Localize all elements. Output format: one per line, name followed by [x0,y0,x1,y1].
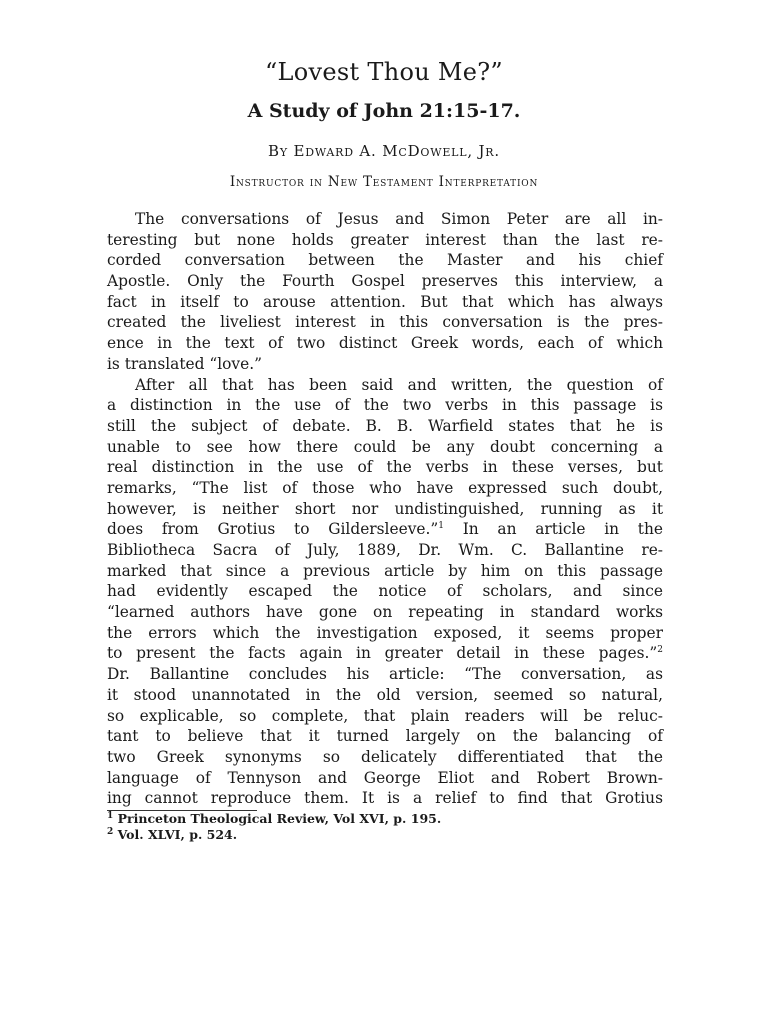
text-line: still the subject of debate. B. B. Warfield states that he is [107,416,663,435]
text-line: fact in itself to arouse attention. But that which has always [107,292,663,311]
footnote-mark: 1 [107,810,114,821]
text-line: it stood unannotated in the old version, seemed so natural, [107,685,663,704]
article-subtitle: A Study of John 21:15-17. [247,100,521,122]
text-line: ence in the text of two distinct Greek words, each of which [107,334,663,353]
text-line: is translated “love.” [107,354,262,373]
text-line: The conversations of Jesus and Simon Peter are all in- [135,210,663,228]
footnote-2 [107,827,441,843]
text-line: a distinction in the use of the two verbs in this passage is [107,396,663,415]
text-line [107,643,663,664]
footnote-ref-2: 2 [657,645,663,656]
footnotes [107,811,441,843]
text-line: Bibliotheca Sacra of July, 1889, Dr. Wm. C. Ballantine re- [107,541,663,559]
text-line: remarks, “The list of those who have expressed such doubt, [107,478,663,497]
author-affiliation: Instructor in New Testament Interpretation [229,174,539,190]
text-line: created the liveliest interest in this conversation is the pres- [107,313,663,332]
footnote-ref-1: 1 [438,521,444,532]
text-line: unable to see how there could be any doubt concerning a [107,437,663,456]
text-line: however, is neither short nor undistinguished, running as it [107,499,663,518]
text-segment: to present the facts again in greater detail in these pages.” [107,644,658,663]
footnote-text: Princeton Theological Review, Vol XVI, p. 195. [113,811,442,826]
text-segment: does from Grotius to Gildersleeve.” [107,520,439,539]
footnote-1 [107,811,441,827]
text-line: had evidently escaped the notice of scholars, and since [107,582,663,601]
text-line [107,519,663,540]
text-line: “learned authors have gone on repeating in standard works [107,603,663,622]
text-line: teresting but none holds greater interest than the last re- [107,230,663,249]
text-segment: In an article in the [444,520,664,539]
text-line: real distinction in the use of the verbs in these verses, but [107,458,663,477]
text-line: corded conversation between the Master and his chief [107,251,663,270]
text-line: so explicable, so complete, that plain readers will be reluc- [107,706,663,725]
text-line: two Greek synonyms so delicately differentiated that the [107,747,663,766]
text-line: Dr. Ballantine concludes his article: “The conversation, as [107,665,663,684]
text-line: marked that since a previous article by him on this passage [107,561,663,580]
author-byline: By Edward A. McDowell, Jr. [268,142,500,160]
article-body [107,209,663,809]
text-line: After all that has been said and written, the question of [135,375,663,394]
article-title: “Lovest Thou Me?” [264,58,504,86]
footnote-mark: 2 [107,826,114,837]
footnote-text: Vol. XLVI, p. 524. [113,827,238,842]
text-line: language of Tennyson and George Eliot and Robert Brown- [107,768,663,787]
text-line: Apostle. Only the Fourth Gospel preserves this interview, a [107,272,663,291]
text-line: the errors which the investigation exposed, it seems proper [107,623,663,642]
text-line: tant to believe that it turned largely on the balancing of [107,727,663,746]
text-line: ing cannot reproduce them. It is a relief to find that Grotius [107,789,663,808]
